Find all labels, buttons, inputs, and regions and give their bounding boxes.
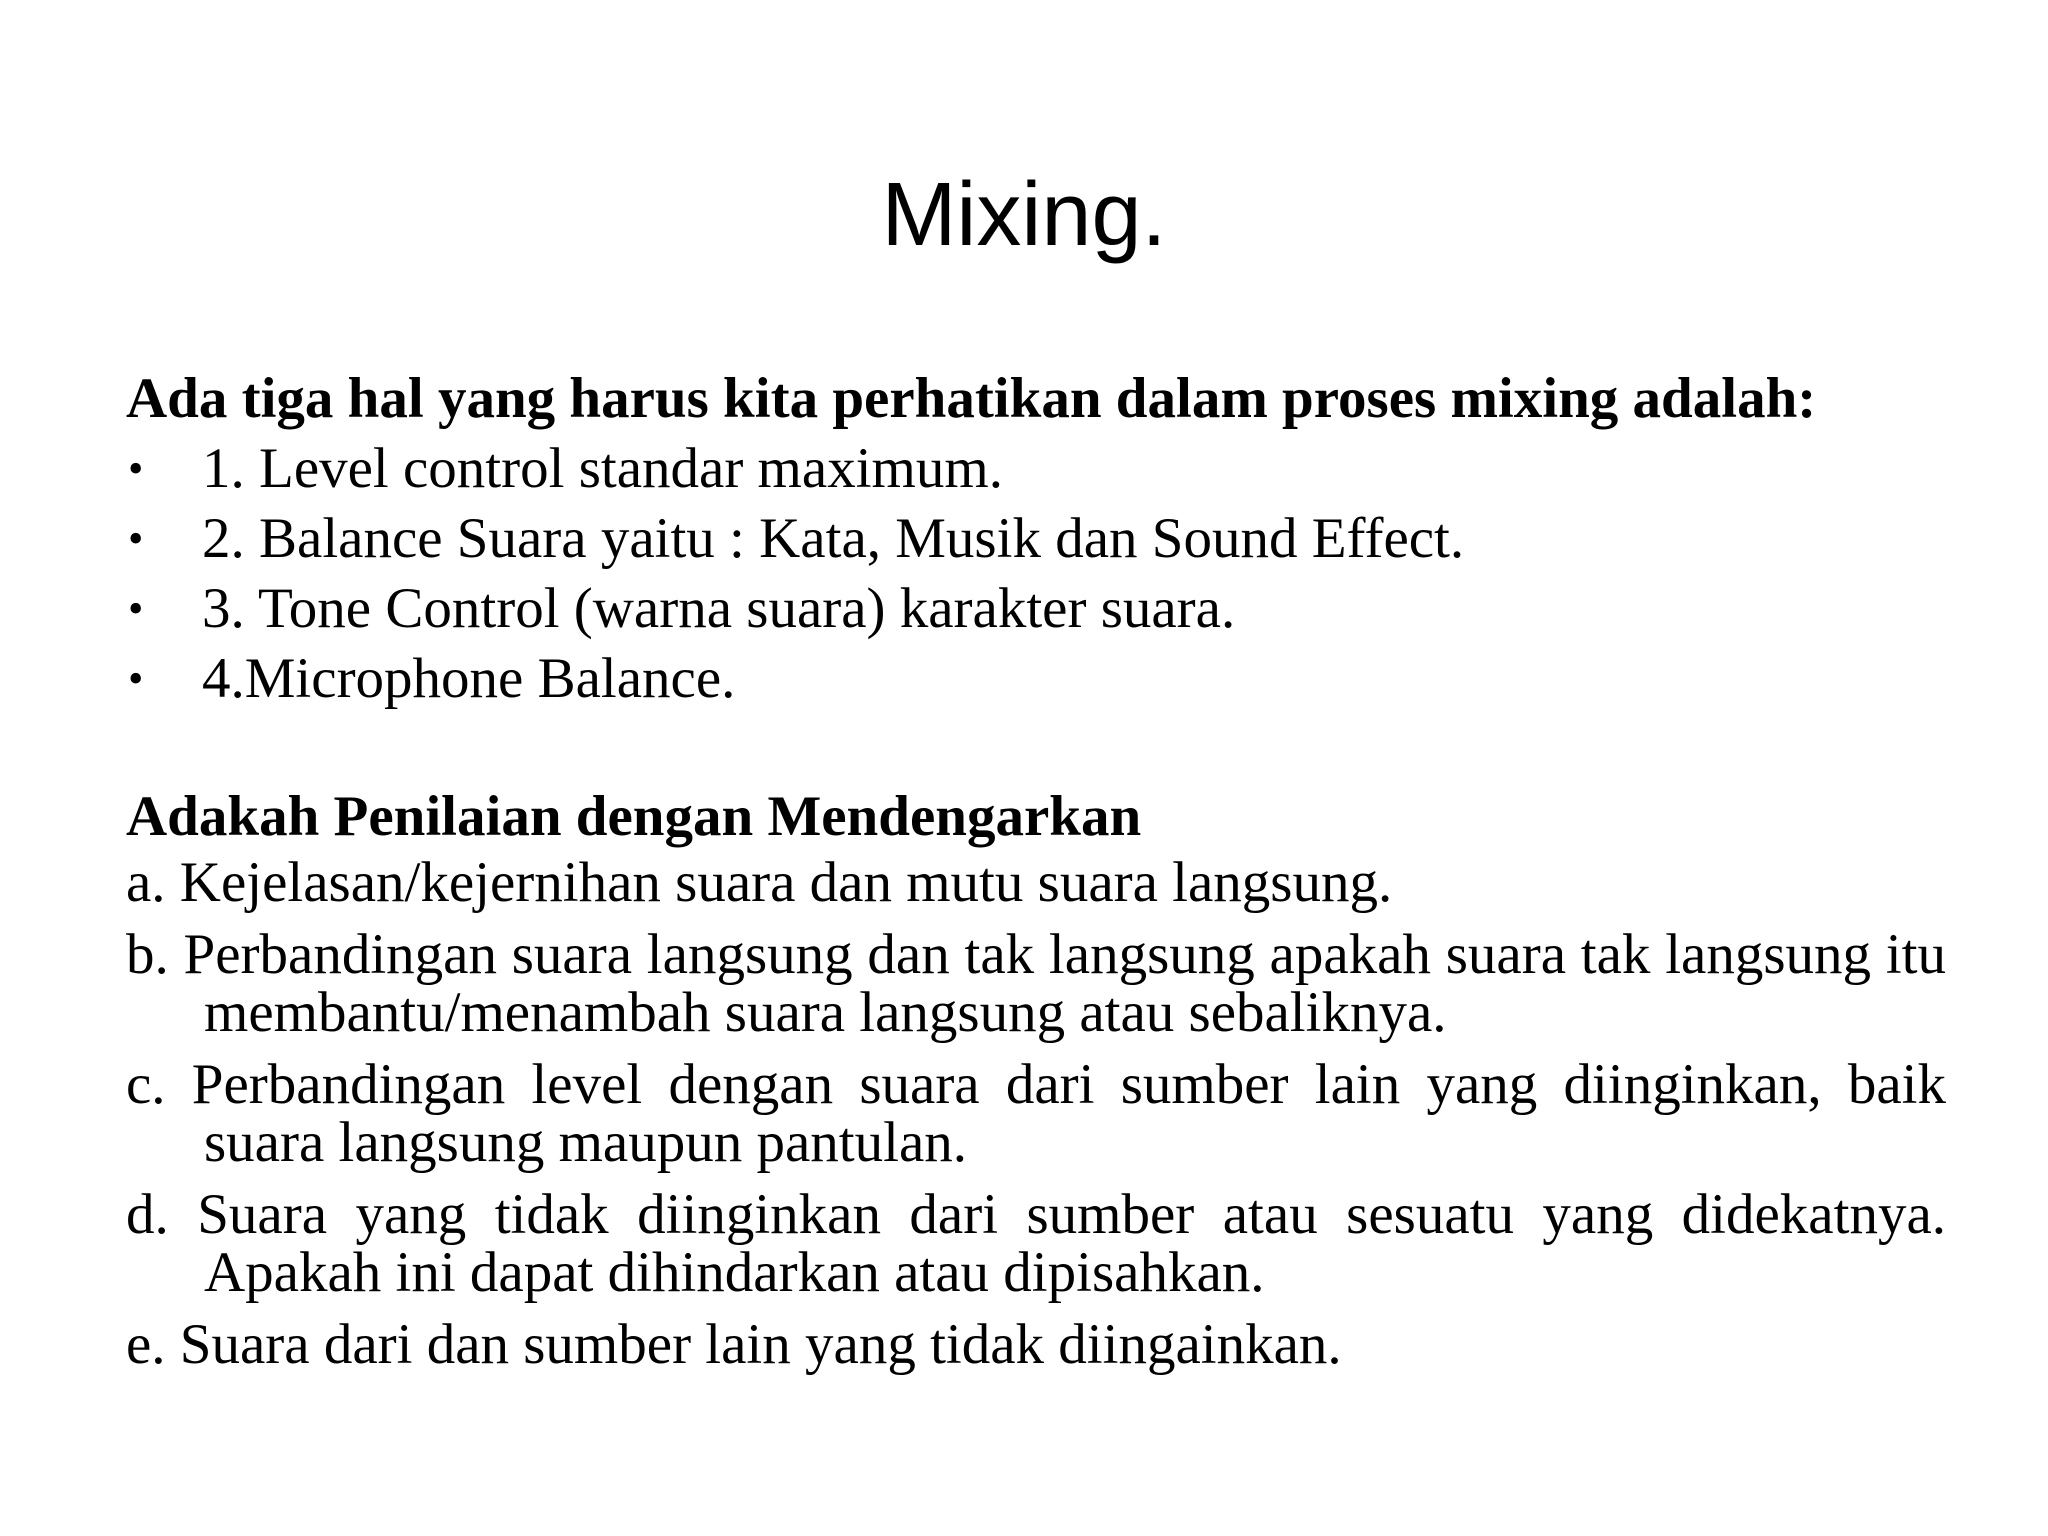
assessment-item: d. Suara yang tidak diinginkan dari sumber atau sesuatu yang didekatnya. Apakah ini dapat dihindarkan atau dipisahkan. xyxy=(126,1183,1946,1304)
assessment-item: b. Perbandingan suara langsung dan tak langsung apakah suara tak langsung itu membantu/menambah suara langsung atau sebaliknya. xyxy=(126,923,1946,1044)
bullet-item xyxy=(126,576,1946,642)
bullet-item xyxy=(126,436,1946,502)
assessment-list xyxy=(126,851,1946,1376)
bullet-glyph: • xyxy=(128,584,144,633)
bullet-glyph: • xyxy=(128,514,144,563)
bullet-text: 1. Level control standar maximum. xyxy=(202,437,1003,500)
assessment-item: e. Suara dari dan sumber lain yang tidak diingainkan. xyxy=(126,1313,1342,1376)
section1-heading: Ada tiga hal yang harus kita perhatikan dalam proses mixing adalah: xyxy=(126,367,1817,430)
slide-body xyxy=(126,366,1946,1388)
assessment-item: c. Perbandingan level dengan suara dari sumber lain yang diinginkan, baik suara langsung maupun pantulan. xyxy=(126,1053,1946,1174)
bullet-text: 4.Microphone Balance. xyxy=(202,647,736,710)
slide-title: Mixing. xyxy=(881,165,1167,265)
bullet-item xyxy=(126,646,1946,712)
bullet-list xyxy=(126,436,1946,712)
bullet-glyph: • xyxy=(128,444,144,493)
spacer xyxy=(126,716,1946,784)
bullet-item xyxy=(126,506,1946,572)
bullet-glyph: • xyxy=(128,654,144,703)
assessment-item: a. Kejelasan/kejernihan suara dan mutu suara langsung. xyxy=(126,851,1393,914)
bullet-text: 3. Tone Control (warna suara) karakter suara. xyxy=(202,577,1236,640)
bullet-text: 2. Balance Suara yaitu : Kata, Musik dan Sound Effect. xyxy=(202,507,1465,570)
section2-heading: Adakah Penilaian dengan Mendengarkan xyxy=(126,785,1142,848)
